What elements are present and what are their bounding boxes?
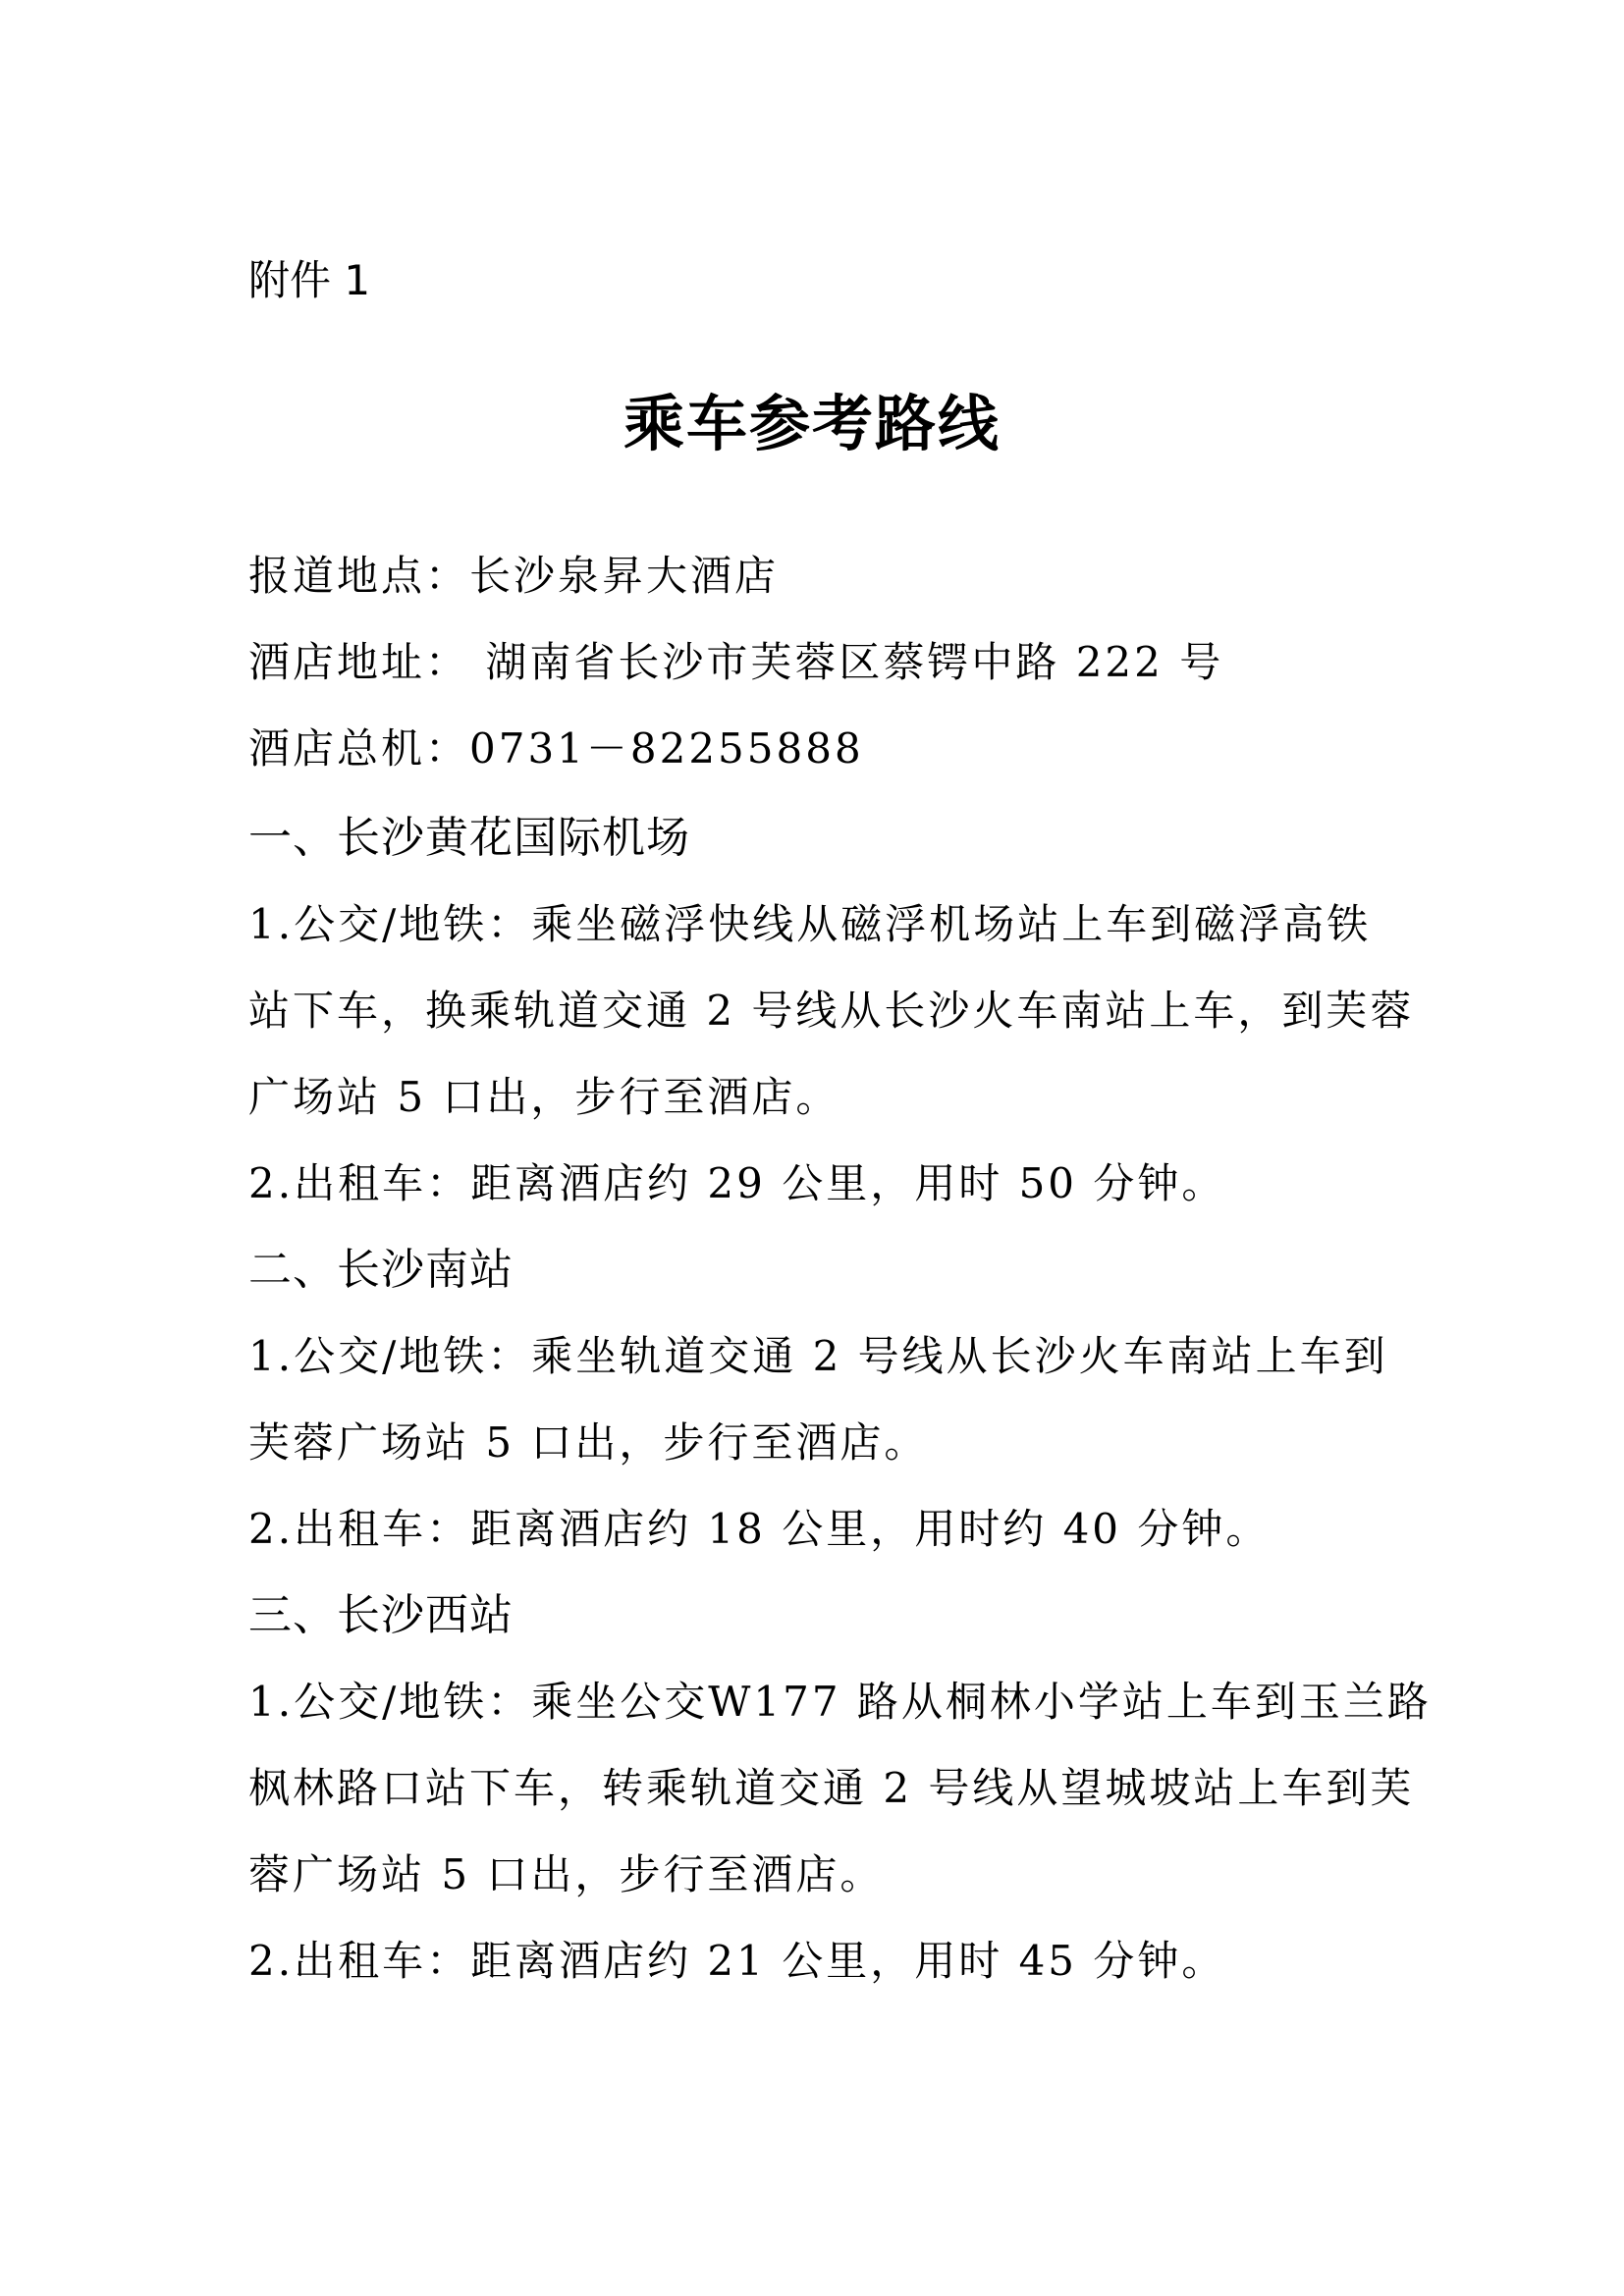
section-line: 2.出租车：距离酒店约 18 公里，用时约 40 分钟。 — [248, 1505, 1271, 1553]
section-heading-west-station: 三、长沙西站 — [248, 1590, 514, 1640]
section-line: 1.公交/地铁：乘坐轨道交通 2 号线从长沙火车南站上车到 — [248, 1332, 1388, 1380]
section-heading-south-station: 二、长沙南站 — [248, 1245, 514, 1295]
hotel-address: 酒店地址： 湖南省长沙市芙蓉区蔡锷中路 222 号 — [248, 638, 1224, 686]
section-line: 芙蓉广场站 5 口出，步行至酒店。 — [248, 1418, 929, 1467]
section-line: 2.出租车：距离酒店约 29 公里，用时 50 分钟。 — [248, 1159, 1226, 1207]
report-location: 报道地点：长沙泉昇大酒店 — [248, 552, 780, 600]
section-line: 1.公交/地铁：乘坐公交W177 路从桐林小学站上车到玉兰路 — [248, 1678, 1432, 1726]
page-title: 乘车参考路线 — [623, 388, 1001, 459]
section-heading-airport: 一、长沙黄花国际机场 — [248, 813, 690, 863]
section-line: 2.出租车：距离酒店约 21 公里，用时 45 分钟。 — [248, 1937, 1226, 1985]
section-line: 蓉广场站 5 口出，步行至酒店。 — [248, 1850, 885, 1898]
attachment-label: 附件 1 — [248, 256, 371, 304]
section-line: 枫林路口站下车，转乘轨道交通 2 号线从望城坡站上车到芙 — [248, 1764, 1415, 1812]
section-line: 1.公交/地铁：乘坐磁浮快线从磁浮机场站上车到磁浮高铁 — [248, 900, 1372, 948]
section-line: 广场站 5 口出，步行至酒店。 — [248, 1073, 840, 1121]
hotel-phone: 酒店总机：0731－82255888 — [248, 724, 864, 773]
section-line: 站下车，换乘轨道交通 2 号线从长沙火车南站上车，到芙蓉 — [248, 987, 1415, 1035]
